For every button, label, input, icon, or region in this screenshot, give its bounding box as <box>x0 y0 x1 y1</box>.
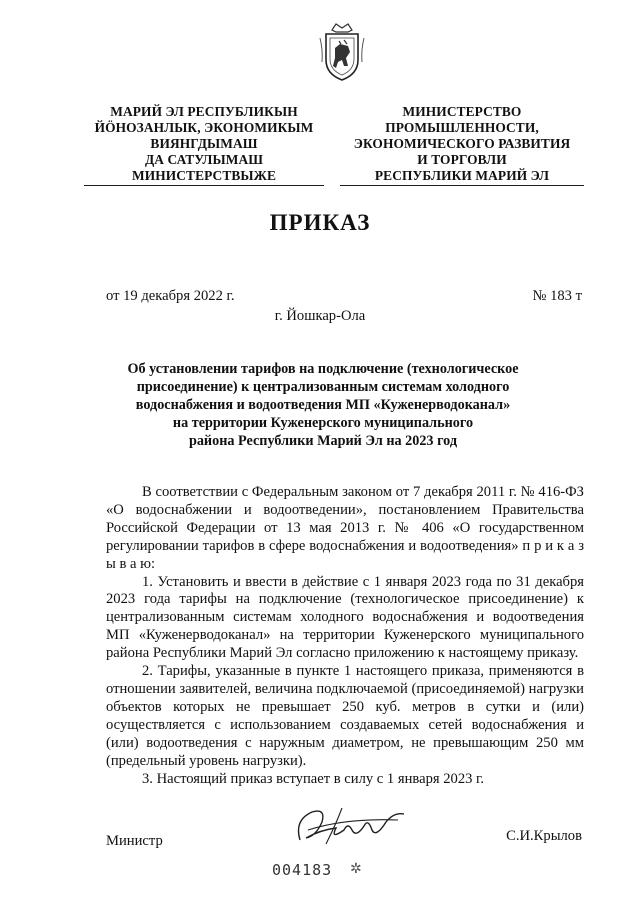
header-left-line: МАРИЙ ЭЛ РЕСПУБЛИКЫН <box>110 104 298 119</box>
header-right-block <box>340 104 584 186</box>
subject-line: водоснабжения и водоотведения МП «Куженерводоканал» <box>135 397 511 413</box>
document-number: № 183 т <box>532 288 582 304</box>
document-city: г. Йошкар-Ола <box>274 308 366 324</box>
subject-line: района Республики Марий Эл на 2023 год <box>188 433 458 449</box>
subject-line: присоединение) к централизованным системам холодного <box>136 379 510 395</box>
header-left-line: ДА САТУЛЫМАШ <box>144 152 264 167</box>
body-paragraph-item-2: 2. Тарифы, указанные в пункте 1 настоящего приказа, применяются в отношении заявителей, величина подключаемой (присоединяемой) нагрузки объектов которых не превышает 250 куб. метров в сутки и (или) осуществляется с использованием создаваемых сетей водоснабжения и (или) водоотведения с наружным диаметром, не превышающим 250 мм (предельный уровень нагрузки). <box>106 663 584 769</box>
signatory-name: С.И.Крылов <box>506 828 582 844</box>
header-left-block <box>84 104 324 186</box>
header-left-line: ВИЯНГДЫМАШ <box>150 136 258 151</box>
body-paragraph-preamble: В соответствии с Федеральным законом от 7 декабря 2011 г. № 416-ФЗ «О водоснабжении и водоотведении», постановлением Правительства Российской Федерации от 13 мая 2013 г. № 406 «О государственном регулировании тарифов в сфере водоснабжения и водоотведения» п р и к а з ы в а ю: <box>106 484 584 572</box>
header-left-line: МИНИСТЕРСТВЫЖЕ <box>131 168 276 183</box>
header-right-rule <box>340 185 584 186</box>
serial-number: 004183 <box>272 861 333 879</box>
asterisk-stamp-icon: ✲ <box>350 861 362 877</box>
header-left-rule <box>84 185 324 186</box>
document-date: от 19 декабря 2022 г. <box>106 288 235 304</box>
coat-of-arms-icon <box>318 22 366 82</box>
subject-line: Об установлении тарифов на подключение (технологическое <box>127 361 519 377</box>
body-paragraph-item-3: 3. Настоящий приказ вступает в силу с 1 января 2023 г. <box>142 770 485 787</box>
header-right-line: РЕСПУБЛИКИ МАРИЙ ЭЛ <box>374 168 550 183</box>
header-left-line: ЙÖНОЗАНЛЫК, ЭКОНОМИКЫМ <box>94 120 314 135</box>
document-title: ПРИКАЗ <box>269 210 371 235</box>
header-right-line: МИНИСТЕРСТВО <box>402 104 522 119</box>
header-right-line: ЭКОНОМИЧЕСКОГО РАЗВИТИЯ <box>353 136 571 151</box>
header-right-line: ПРОМЫШЛЕННОСТИ, <box>385 120 539 135</box>
document-subject <box>110 360 536 450</box>
document-body <box>106 484 584 788</box>
body-paragraph-item-1: 1. Установить и ввести в действие с 1 января 2023 года по 31 декабря 2023 года тарифы на подключение (технологическое присоединение) к централизованным системам холодного водоснабжения и водоотведения МП «Куженерводоканал» на территории Куженерского муниципального района Республики Марий Эл согласно приложению к настоящему приказу. <box>106 573 584 662</box>
handwritten-signature <box>286 800 416 856</box>
signatory-role: Министр <box>106 833 163 849</box>
header-right-line: И ТОРГОВЛИ <box>417 152 507 167</box>
subject-line: на территории Куженерского муниципального <box>172 415 474 431</box>
